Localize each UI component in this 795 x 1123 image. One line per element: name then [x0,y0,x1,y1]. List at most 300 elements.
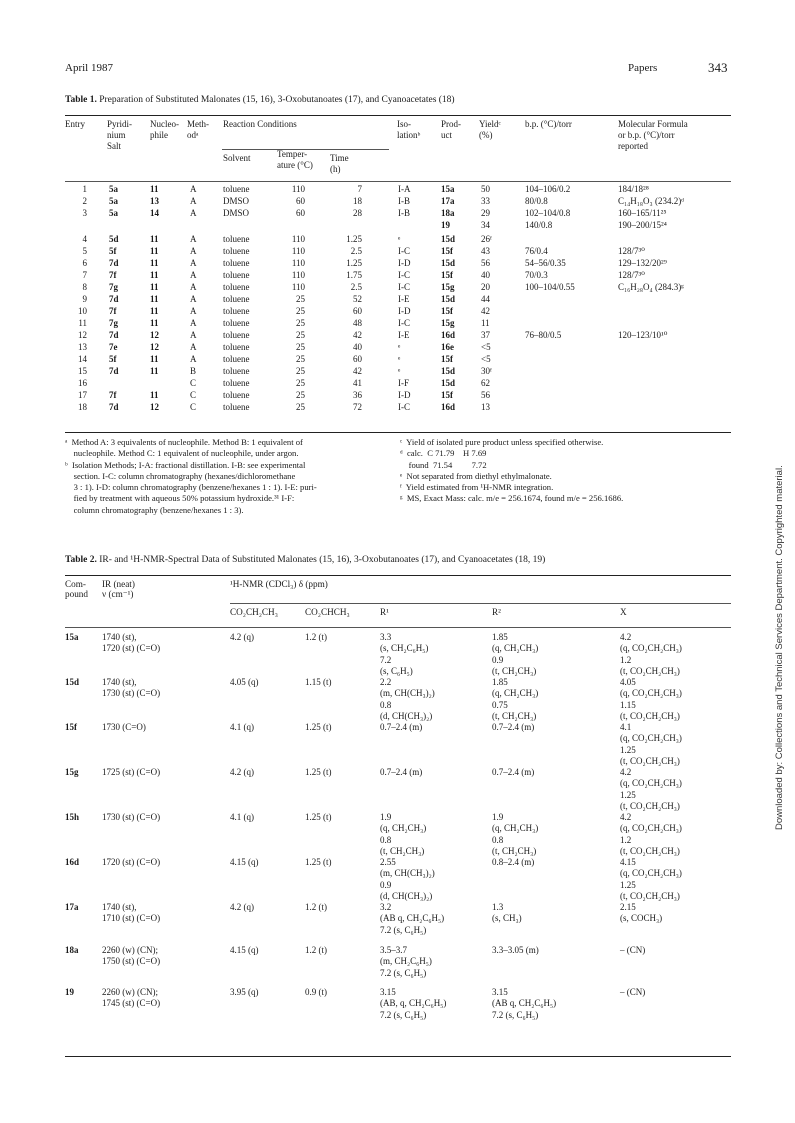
table1-cell-isolation: I-D [398,306,411,316]
table1-cell-product: 16e [441,342,454,352]
table2-cell-line: 15g [65,767,79,777]
table1-cell-isolation: I-C [398,402,410,412]
table1-cell-bp: 140/0.8 [525,220,553,230]
table2-cell-line: 0.8 [380,834,392,845]
table1-cell-nucleophile: 14 [150,208,159,218]
table1-cell-nucleophile: 12 [150,330,159,340]
table2-cell-r2 [492,945,539,956]
table1-cell-time: 2.5 [350,282,362,292]
table2-cell-line: 0.8 [380,699,392,710]
table1-cell-product: 15d [441,378,456,388]
table2-cell-ir [102,632,160,655]
table1-cell-method: A [190,196,197,206]
table2-cell-line: 1740 (st), [102,632,137,642]
col-pyridinium-header [107,119,132,152]
table1-title: Preparation of Substituted Malonates (15, 16), 3-Oxobutanoates (17), and Cyanoacetates (18) [99,95,455,105]
table2-cell-line: 15f [65,722,77,732]
col-ir-header-line: IR (neat) [102,579,135,589]
table1-cell-entry: 12 [78,330,87,340]
table2-cell-r1 [380,812,426,857]
table2-cell-r2 [492,857,534,868]
table2-cell-line: 1.9 [380,812,392,822]
col-co2ch2ch3-header [230,607,278,617]
table1-cell-solvent: toluene [223,306,250,316]
table2-cell-line: 15h [65,812,80,822]
table1-cell-temperature: 25 [296,330,305,340]
table2-cell-a [230,767,254,778]
table2-cell-a [230,632,254,643]
table1-cell-temperature: 60 [296,196,305,206]
table1-cell-pyridinium: 7e [109,342,118,352]
col-compound-header-line: Com- [65,579,86,589]
table2-cell-line: 4.1 (q) [230,722,254,732]
table2-cell-id [65,812,79,823]
table1-footnote-line: ᵇ Isolation Methods; I-A: fractional distillation. I-B: see experimental [65,459,306,470]
table2-cell-line: 2260 (w) (CN); [102,987,158,997]
table1-body [65,184,731,429]
table2-cell-line: 1.85 [492,632,508,642]
table2-cell-line: 18a [65,945,79,955]
col-co2ch2ch3-header-line: CO₂CH₂CH₃ [230,607,278,617]
col-nucleophile-header [150,119,179,141]
table1-cell-temperature: 110 [291,270,305,280]
table1-cell-isolation: ᵉ [398,354,401,364]
table2-cell-line: 15a [65,632,79,642]
table1-cell-nucleophile: 11 [150,282,159,292]
col-temperature-header [277,149,313,171]
table1-cell-formula: C₁₆H₂₈O₄ (284.3)ᵍ [618,282,684,292]
table2-cell-line: 1.25 (t) [305,857,332,867]
table2-label: Table 2. [65,555,97,565]
table2-cell-line: (t, CO₂CH₂CH₃) [620,665,680,676]
col-nucleophile-header-line: Nucleo- [150,119,179,129]
table1-row [65,402,731,414]
table1-cell-isolation: I-D [398,390,411,400]
table1-cell-entry: 11 [78,318,87,328]
table1-cell-method: A [190,354,197,364]
table1-cell-nucleophile: 11 [150,258,159,268]
table2-top-rule [65,575,731,576]
table1-cell-solvent: DMSO [223,208,250,218]
table1-cell-yield: 40 [481,270,490,280]
table1-header-rule [65,181,731,182]
table2-cell-line: 0.7–2.4 (m) [492,722,535,732]
table2-cell-r1 [380,722,422,733]
table1-cell-method: A [190,234,197,244]
download-notice [762,270,785,830]
table2-cell-r1 [380,902,444,936]
table2-cell-line: (q, CH₂CH₃) [492,823,539,834]
table1-cell-entry: 8 [82,282,87,292]
table2-cell-line: (s, COCH₃) [620,913,663,924]
table1-cell-temperature: 25 [296,318,305,328]
table2-cell-line: (s, CH₂C₆H₅) [380,643,429,654]
table1-cell-yield: 34 [481,220,490,230]
table2-cell-line: 1.25 [620,789,636,800]
table1-conditions-rule [222,149,389,150]
table1-cell-pyridinium: 5f [109,246,117,256]
table1-label: Table 1. [65,95,97,105]
table1-row [65,330,731,342]
table2-cell-b [305,812,332,823]
table1-cell-yield: 13 [481,402,490,412]
col-formula-header-line: or b.p. (°C)/torr [618,130,675,140]
table1-cell-formula: 129–132/20²⁹ [618,258,667,268]
table2-cell-line: (q, CO₂CH₂CH₃) [620,868,682,879]
table1-cell-nucleophile: 12 [150,402,159,412]
table2-cell-b [305,677,332,688]
col-co2chch3-header-line: CO₂CHCH₃ [305,607,350,617]
table1-cell-yield: 56 [481,390,490,400]
table1-cell-temperature: 110 [291,234,305,244]
table2-cell-b [305,722,332,733]
table2-cell-line: 1730 (st) (C=O) [102,688,161,699]
table1-footnote-line: nucleophile. Method C: 1 equivalent of nucleophile, under argon. [65,448,299,459]
col-isolation-header-line: Iso- [397,119,411,129]
table2-cell-line: 3.15 [380,987,396,997]
table2-cell-x [620,945,645,956]
table1-cell-product: 15d [441,366,456,376]
table2-cell-line: 4.15 (q) [230,857,259,867]
table1-row [65,258,731,270]
table2-cell-line: (t, CH₂CH₃) [492,710,537,721]
table1-cell-pyridinium: 7d [109,366,119,376]
table1-cell-method: A [190,282,197,292]
col-bp-header-line: b.p. (°C)/torr [525,119,572,129]
table2-cell-ir [102,812,160,823]
table2-cell-line: 0.7–2.4 (m) [380,767,423,777]
col-time-header [330,153,349,175]
table1-cell-bp: 76/0.4 [525,246,548,256]
table2-cell-line: 1730 (C=O) [102,722,146,732]
table1-cell-method: C [190,402,197,412]
table2-cell-line: (q, CO₂CH₂CH₃) [620,823,682,834]
table1-cell-time: 40 [353,342,362,352]
table2-cell-line: 2.55 [380,857,396,867]
table2-cell-line: 1.25 [620,879,636,890]
table2-cell-line: 1.15 (t) [305,677,332,687]
table2-cell-line: 1720 (st) (C=O) [102,643,161,654]
table2-cell-line: 0.9 [380,879,392,890]
col-pyridinium-header-line: Salt [107,141,122,151]
table1-cell-yield: 20 [481,282,490,292]
header-date: April 1987 [65,62,113,74]
table1-footnote-line: ᶜ Yield of isolated pure product unless specified otherwise. [400,437,604,447]
table1-cell-method: C [190,390,197,400]
table1-cell-bp: 104–106/0.2 [525,184,571,194]
table1-cell-temperature: 25 [296,378,305,388]
table2-cell-line: 1745 (st) (C=O) [102,998,161,1009]
table1-cell-isolation: I-C [398,246,410,256]
table1-footnote-line: ᵉ Not separated from diethyl ethylmalonate. [400,470,552,481]
table2-cell-line: 4.05 [620,677,636,687]
table2-cell-line: 4.15 [620,857,636,867]
table2-cell-a [230,722,254,733]
table2-cell-line: 3.3 [380,632,392,642]
table1-row [65,354,731,366]
table1-cell-nucleophile: 11 [150,366,159,376]
table2-cell-line: 2260 (w) (CN); [102,945,158,955]
table1-cell-product: 15g [441,318,455,328]
table2-cell-ir [102,945,160,968]
table1-cell-entry: 14 [78,354,87,364]
table2-cell-line: 1.2 (t) [305,902,327,912]
table2-cell-r2 [492,987,556,1021]
table2-cell-line: (d, CH(CH₃)₂) [380,710,433,721]
table1-cell-pyridinium: 7d [109,330,119,340]
col-pyridinium-header-line: nium [107,130,126,140]
table1-cell-nucleophile: 11 [150,390,159,400]
table1-cell-product: 15f [441,390,453,400]
table1-cell-method: A [190,270,197,280]
table2-cell-r1 [380,677,435,722]
table2-nmr-rule [230,603,731,604]
col-bp-header [525,119,572,130]
table1-cell-pyridinium: 7f [109,306,117,316]
table1-cell-isolation: I-C [398,282,410,292]
table1-cell-product: 15f [441,246,453,256]
table1-cell-entry: 4 [82,234,87,244]
col-isolation-header-line: lationᵇ [397,130,421,140]
table1-cell-temperature: 25 [296,366,305,376]
table1-cell-yield: <5 [481,342,491,352]
table2-cell-line: 1710 (st) (C=O) [102,913,161,924]
table1-cell-solvent: toluene [223,318,250,328]
table1-cell-entry: 1 [82,184,87,194]
table2-cell-a [230,902,254,913]
table1-cell-bp: 80/0.8 [525,196,548,206]
table1-cell-entry: 10 [78,306,87,316]
table2-cell-b [305,857,332,868]
table2-cell-line: 1.85 [492,677,508,687]
table1-cell-nucleophile: 11 [150,234,159,244]
table1-cell-method: A [190,246,197,256]
table1-cell-nucleophile: 11 [150,294,159,304]
table1-cell-isolation: I-C [398,318,410,328]
table2-cell-b [305,767,332,778]
table1-cell-formula: 120–123/10¹⁰ [618,330,668,340]
table1-cell-yield: 11 [481,318,490,328]
table1-cell-time: 42 [353,366,362,376]
table1-cell-bp: 54–56/0.35 [525,258,566,268]
table1-cell-solvent: toluene [223,294,250,304]
table2-cell-line: 7.2 (s, C₆H₅) [492,1009,539,1020]
table2-cell-line: 1.25 (t) [305,812,332,822]
table1-cell-pyridinium: 7f [109,390,117,400]
table1-cell-solvent: toluene [223,378,250,388]
table1-cell-time: 36 [353,390,362,400]
col-time-header-line: (h) [330,164,341,174]
table1-cell-product: 15g [441,282,455,292]
table1-cell-formula: 128/7³⁰ [618,270,645,280]
table1-cell-solvent: toluene [223,270,250,280]
col-yield-header [479,119,501,141]
table2-cell-line: 1730 (st) (C=O) [102,812,161,822]
table1-footnotes-right [400,437,730,505]
table2-cell-line: 0.7–2.4 (m) [380,722,423,732]
table1-cell-bp: 76–80/0.5 [525,330,562,340]
table2-cell-line: 1.25 (t) [305,722,332,732]
table1-cell-yield: 29 [481,208,490,218]
col-solvent-header [223,153,251,164]
table1-cell-time: 52 [353,294,362,304]
table1-cell-temperature: 25 [296,294,305,304]
table1-cell-temperature: 25 [296,354,305,364]
table2-cell-b [305,987,327,998]
table2-cell-r1 [380,857,435,902]
table2-cell-line: 4.2 [620,632,632,642]
header-page-number: 343 [708,60,728,75]
table1-cell-pyridinium: 5d [109,234,119,244]
table2-cell-b [305,945,327,956]
table2-cell-line: (s, CH₃) [492,913,522,924]
table2-cell-line: 1.25 [620,744,636,755]
col-product-header [441,119,461,141]
table1-cell-product: 15f [441,306,453,316]
table1-cell-yield: 26ᶠ [481,234,492,244]
table2-cell-line: 16d [65,857,80,867]
col-solvent-header-line: Solvent [223,153,251,163]
table2-cell-line: (AB q, CH₂C₆H₅) [380,913,445,924]
table1-cell-product: 15d [441,234,456,244]
table2-cell-line: 1.2 (t) [305,945,327,955]
col-method-header [187,119,209,141]
table2-cell-a [230,812,254,823]
table2-cell-x [620,767,682,812]
header-section: Papers [628,62,658,74]
table1-cell-pyridinium: 7d [109,258,119,268]
table2-cell-line: (q, CH₂CH₃) [492,688,539,699]
table2-cell-ir [102,677,160,700]
table1-cell-temperature: 25 [296,402,305,412]
table1-cell-time: 60 [353,306,362,316]
table1-cell-formula: 128/7³⁰ [618,246,645,256]
table1-cell-isolation: ᵉ [398,342,401,352]
table2-cell-line: 0.9 [492,654,504,665]
table2-cell-line: (q, CO₂CH₂CH₃) [620,733,682,744]
table1-cell-isolation: I-D [398,258,411,268]
table2-cell-x [620,902,662,925]
table2-cell-line: 2.2 [380,677,392,687]
table1-header [65,119,731,179]
table1-cell-nucleophile: 13 [150,196,159,206]
table1-cell-entry: 18 [78,402,87,412]
table2-cell-id [65,677,79,688]
table1-cell-formula: 160–165/11²⁵ [618,208,667,218]
table2-cell-line: 4.1 [620,722,632,732]
table2-cell-line: 1.15 [620,699,636,710]
table2-cell-line: 3.5–3.7 [380,945,407,955]
table1-cell-entry: 16 [78,378,87,388]
table1-cell-pyridinium: 7d [109,294,119,304]
table1-cell-isolation: I-A [398,184,411,194]
table1-cell-isolation: I-B [398,208,410,218]
table1-cell-yield: 44 [481,294,490,304]
table2-cell-line: 7.2 (s, C₆H₅) [380,1009,427,1020]
col-formula-header [618,119,688,152]
table1-cell-temperature: 25 [296,342,305,352]
table2-body [65,632,731,1052]
table2-cell-line: (t, CO₂CH₂CH₃) [620,890,680,901]
table2-cell-ir [102,767,160,778]
table2-cell-line: (m, CH(CH₃)₂) [380,868,435,879]
table1-cell-solvent: toluene [223,282,250,292]
table1-cell-formula: 190–200/15²⁴ [618,220,667,230]
table1-cell-product: 19 [441,220,450,230]
table2-cell-x [620,677,682,722]
col-time-header-line: Time [330,153,349,163]
table1-row [65,220,731,232]
table2-cell-line: 1.2 [620,834,632,845]
col-co2chch3-header [305,607,350,617]
col-r2-header-line: R² [492,607,501,617]
table1-row [65,282,731,294]
table1-row [65,184,731,196]
table1-cell-nucleophile: 11 [150,184,159,194]
table2-cell-line: 1740 (st), [102,677,137,687]
table2-cell-line: 0.8 [492,834,504,845]
table1-cell-time: 18 [353,196,362,206]
table1-cell-method: A [190,306,197,316]
table2-cell-r2 [492,677,538,722]
table2-cell-line: (q, CO₂CH₂CH₃) [620,643,682,654]
table1-cell-bp: 70/0.3 [525,270,548,280]
table2-cell-line: 0.7–2.4 (m) [492,767,535,777]
table2-cell-r2 [492,812,538,857]
table1-cell-solvent: toluene [223,390,250,400]
table2-cell-line: 0.75 [492,699,508,710]
table2-cell-r2 [492,767,534,778]
table2-cell-line: (AB, q, CH₂C₆H₅) [380,998,447,1009]
table2-cell-x [620,987,645,998]
table2-cell-line: (q, CH₂CH₃) [380,823,427,834]
table1-cell-pyridinium: 5a [109,184,118,194]
table2-cell-line: 4.1 (q) [230,812,254,822]
table2-cell-line: 7.2 [380,654,392,665]
table1-cell-time: 2.5 [350,246,362,256]
col-yield-header-line: (%) [479,130,493,140]
table1-cell-isolation: I-F [398,378,409,388]
col-pyridinium-header-line: Pyridi- [107,119,133,129]
table2-cell-ir [102,722,146,733]
table1-cell-yield: 33 [481,196,490,206]
table1-cell-product: 15a [441,184,455,194]
table2-header-rule [65,627,731,628]
table1-cell-solvent: toluene [223,354,250,364]
table1-cell-method: A [190,184,197,194]
table2-cell-line: (AB q, CH₂C₆H₅) [492,998,557,1009]
table1-cell-time: 42 [353,330,362,340]
table1-cell-isolation: I-E [398,294,410,304]
table1-row [65,270,731,282]
table1-row [65,234,731,246]
table2-cell-line: – (CN) [620,945,646,955]
col-nucleophile-header-line: phile [150,130,168,140]
table2-cell-line: (m, CH(CH₃)₂) [380,688,435,699]
table1-cell-time: 28 [353,208,362,218]
table1-cell-method: A [190,342,197,352]
table1-cell-nucleophile: 11 [150,246,159,256]
table2-cell-id [65,767,79,778]
table1-cell-entry: 7 [82,270,87,280]
table1-cell-yield: 43 [481,246,490,256]
table1-row [65,196,731,208]
table1-cell-method: A [190,294,197,304]
table1-cell-method: C [190,378,197,388]
table1-cell-bp: 100–104/0.55 [525,282,575,292]
table2-header [65,579,731,629]
table1-cell-entry: 6 [82,258,87,268]
